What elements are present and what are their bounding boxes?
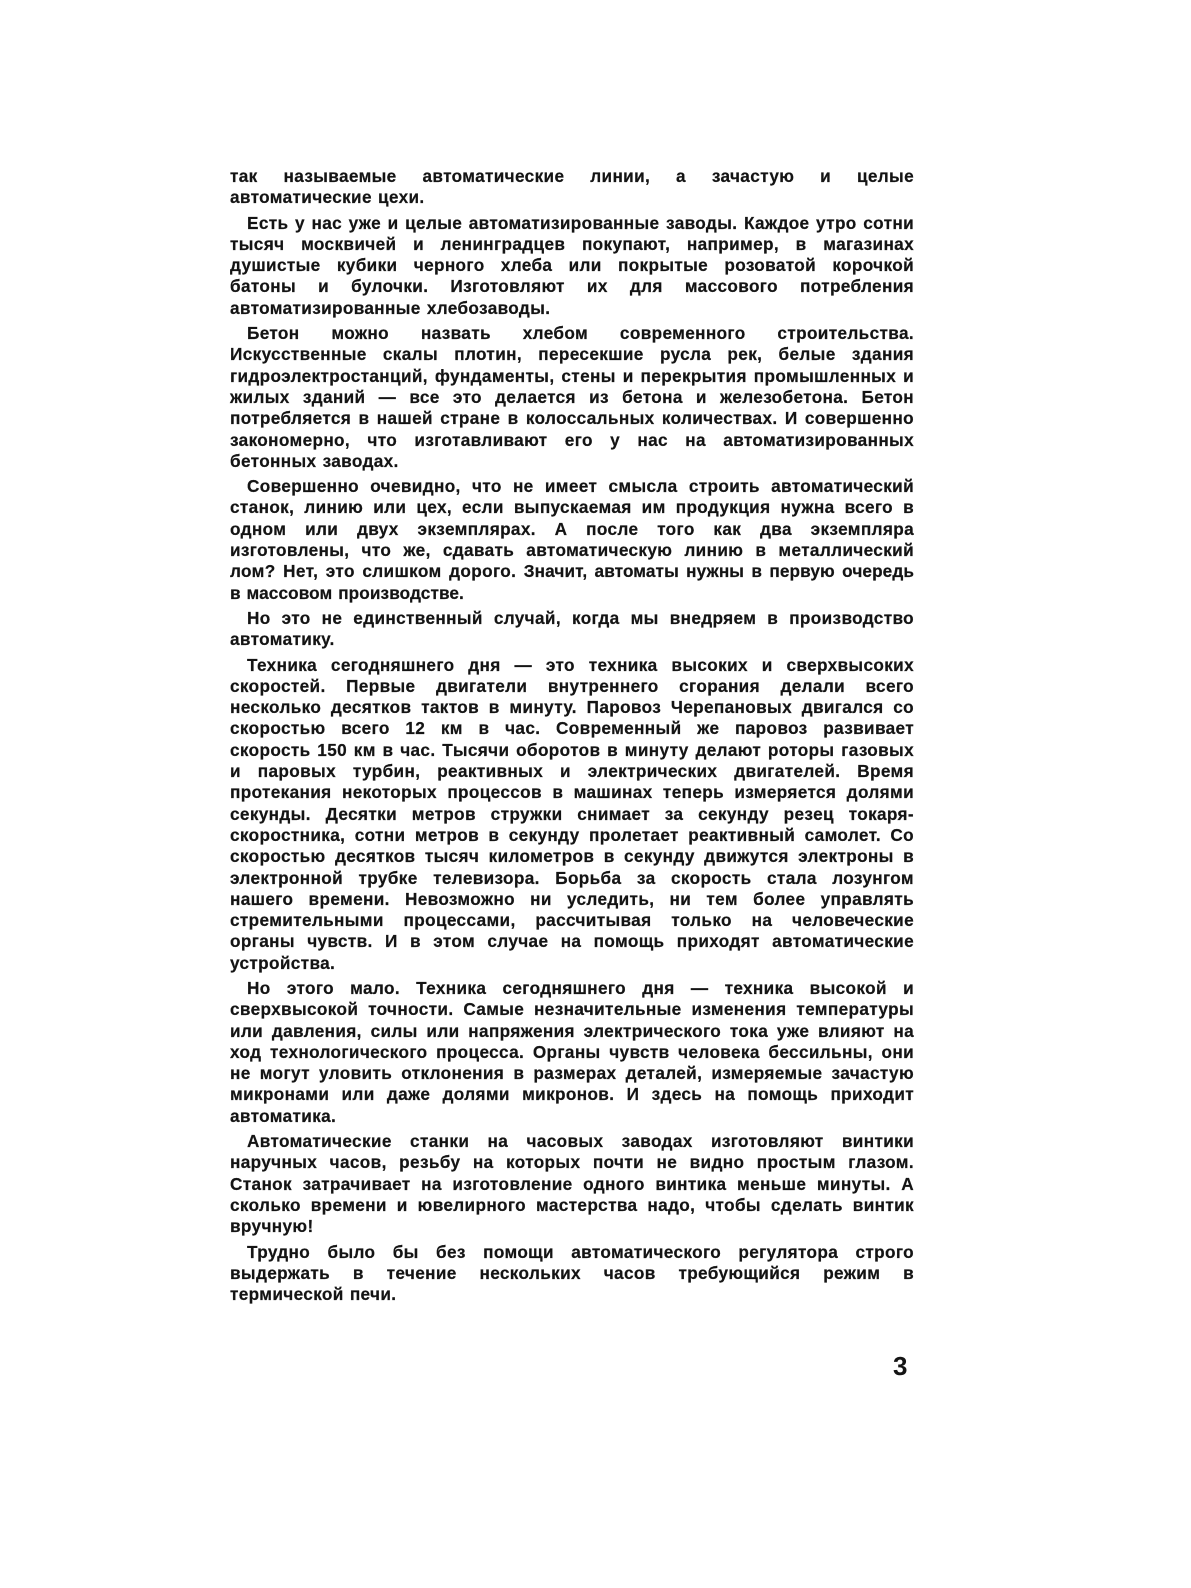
page-number: 3 <box>893 1351 908 1381</box>
body-text <box>230 166 914 1309</box>
paragraph-7-text: Но этого мало. Техника сегодняшнего дня — техника высокой и сверхвысокой точности. Самые незначительные изменения температуры или давления, силы или напряжения электрического тока уже влияют на ход технологического процесса. Органы чувств человека бессильны, они не могут уловить отклонения в размерах деталей, измеряемые зачастую микронами или даже долями микронов. И здесь на помощь приходит автоматика. <box>230 977 914 1126</box>
paragraph-4-text: Совершенно очевидно, что не имеет смысла строить автоматический станок, линию или цех, если выпускаемая им продукция нужна всего в одном или двух экземплярах. А после того как два экземпляра изготовлены, что же, сдавать автоматическую линию в металлический лом? Нет, это слишком дорого. <box>230 476 914 582</box>
paragraph-4 <box>230 476 914 604</box>
paragraph-9 <box>230 1242 914 1306</box>
paragraph-7 <box>230 978 914 1127</box>
paragraph-2-text: Есть у нас уже и целые автоматизированные заводы. Каждое утро сотни тысяч москвичей и ленинградцев покупают, например, в магазинах душистые кубики черного хлеба или покрытые розоватой корочкой батоны и булочки. Изготовляют их для массового потребления автоматизированные хлебозаводы. <box>230 212 914 318</box>
paragraph-4-emphasis: Значит, автоматы нужны в первую очередь в массовом производстве. <box>230 561 914 603</box>
paragraph-3 <box>230 323 914 472</box>
paragraph-3-text: Бетон можно назвать хлебом современного строительства. Искусственные скалы плотин, пересекшие русла рек, белые здания гидроэлектростанций, фундаменты, стены и перекрытия промышленных и жилых зданий — все это делается из бетона и железобетона. Бетон потребляется в нашей стране в колоссальных количествах. И совершенно закономерно, что изготавливают его у нас на автоматизированных бетонных заводах. <box>230 323 914 471</box>
paragraph-5 <box>230 608 914 651</box>
paragraph-5-text: Но это не единственный случай, когда мы внедряем в производство автоматику. <box>230 607 914 650</box>
paragraph-8 <box>230 1131 914 1237</box>
paragraph-6-text: Техника сегодняшнего дня — это техника высоких и сверхвысоких скоростей. Первые двигатели внутреннего сгорания делали всего несколько десятков тактов в минуту. Паровоз Черепановых двигался со скоростью всего 12 км в час. Современный же паровоз развивает скорость 150 км в час. Тысячи оборотов в минуту делают роторы газовых и паровых турбин, реактивных и электрических двигателей. Время протекания некоторых процессов в машинах теперь измеряется долями секунды. Десятки метров стружки снимает за секунду резец токаря-скоростника, сотни метров в секунду пролетает реактивный самолет. Со скоростью десятков тысяч километров в секунду движутся электроны в электронной трубке телевизора. Борьба за скорость стала лозунгом нашего времени. Невозможно ни уследить, ни тем более управлять стремительными процессами, рассчитывая только на человеческие органы чувств. И в этом случае на помощь приходят автоматические устройства. <box>230 654 914 973</box>
paragraph-8-text: Автоматические станки на часовых заводах изготовляют винтики наручных часов, резьбу на которых почти не видно простым глазом. Станок затрачивает на изготовление одного винтика меньше минуты. А сколько времени и ювелирного мастерства надо, чтобы сделать винтик вручную! <box>230 1131 914 1237</box>
paragraph-1 <box>230 166 914 209</box>
paragraph-2 <box>230 213 914 319</box>
paragraph-1-text: так называемые автоматические линии, а зачастую и целые автоматические цехи. <box>230 166 914 208</box>
paragraph-6 <box>230 655 914 974</box>
paragraph-9-text: Трудно было бы без помощи автоматического регулятора строго выдержать в течение нескольких часов требующийся режим в термической печи. <box>230 1241 914 1305</box>
